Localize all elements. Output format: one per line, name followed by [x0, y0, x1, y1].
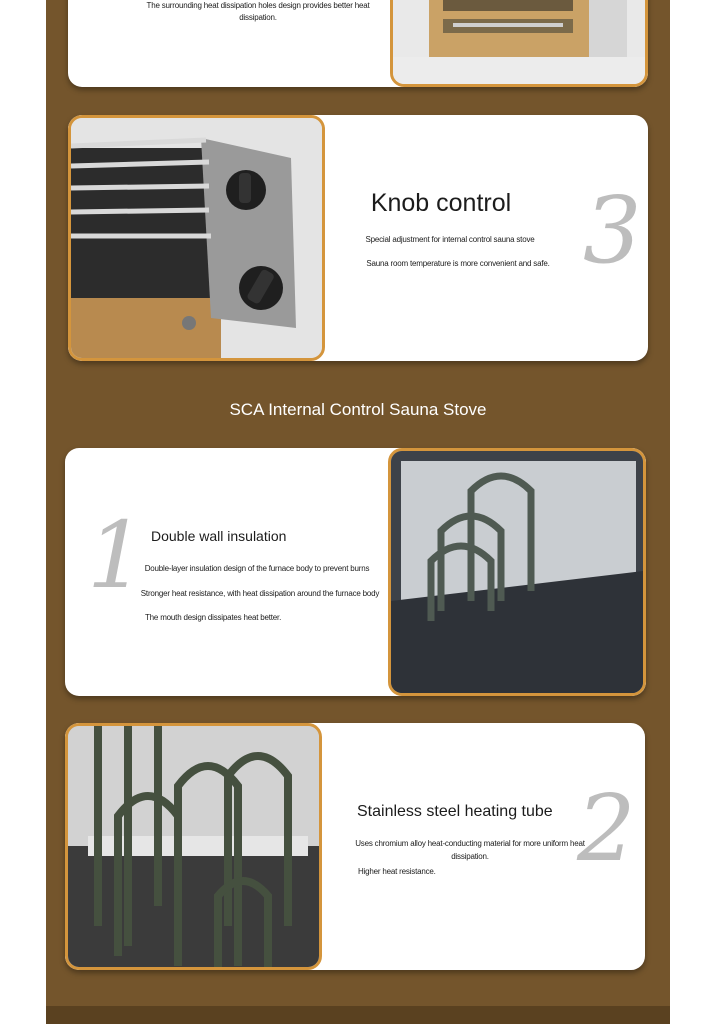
- card-top-text: The surrounding heat dissipation holes design provides better heat dissipation.: [146, 1, 370, 22]
- card-heating-tube: [65, 723, 645, 970]
- insulation-line-1: Double-layer insulation design of the furnace body to prevent burns: [144, 564, 370, 573]
- knob-line-1: Special adjustment for internal control sauna stove: [365, 235, 535, 244]
- stove-photo-top: [390, 0, 648, 87]
- knob-control-title: Knob control: [370, 189, 512, 217]
- card-double-wall: [65, 448, 646, 696]
- insulation-line-3: The mouth design dissipates heat better.: [145, 613, 282, 622]
- step-number-1: 1: [87, 502, 146, 609]
- card-heat-dissipation: [68, 0, 648, 87]
- heating-tube-photo: [65, 723, 322, 970]
- insulation-photo: [388, 448, 646, 696]
- card-knob-control: [68, 115, 648, 361]
- insulation-line-2: Stronger heat resistance, with heat dissipation around the furnace body: [140, 589, 380, 598]
- section-title: SCA Internal Control Sauna Stove: [229, 400, 487, 419]
- knob-photo: [68, 115, 325, 361]
- step-number-3: 3: [583, 177, 642, 284]
- step-number-2: 2: [577, 775, 636, 882]
- knob-line-2: Sauna room temperature is more convenient and safe.: [366, 259, 550, 268]
- tube-line-2: Higher heat resistance.: [358, 867, 436, 876]
- tube-line-1: Uses chromium alloy heat-conducting material for more uniform heat dissipation.: [355, 839, 585, 861]
- heating-tube-title: Stainless steel heating tube: [357, 803, 553, 820]
- double-wall-title: Double wall insulation: [151, 528, 287, 544]
- bottom-band: [46, 1006, 670, 1024]
